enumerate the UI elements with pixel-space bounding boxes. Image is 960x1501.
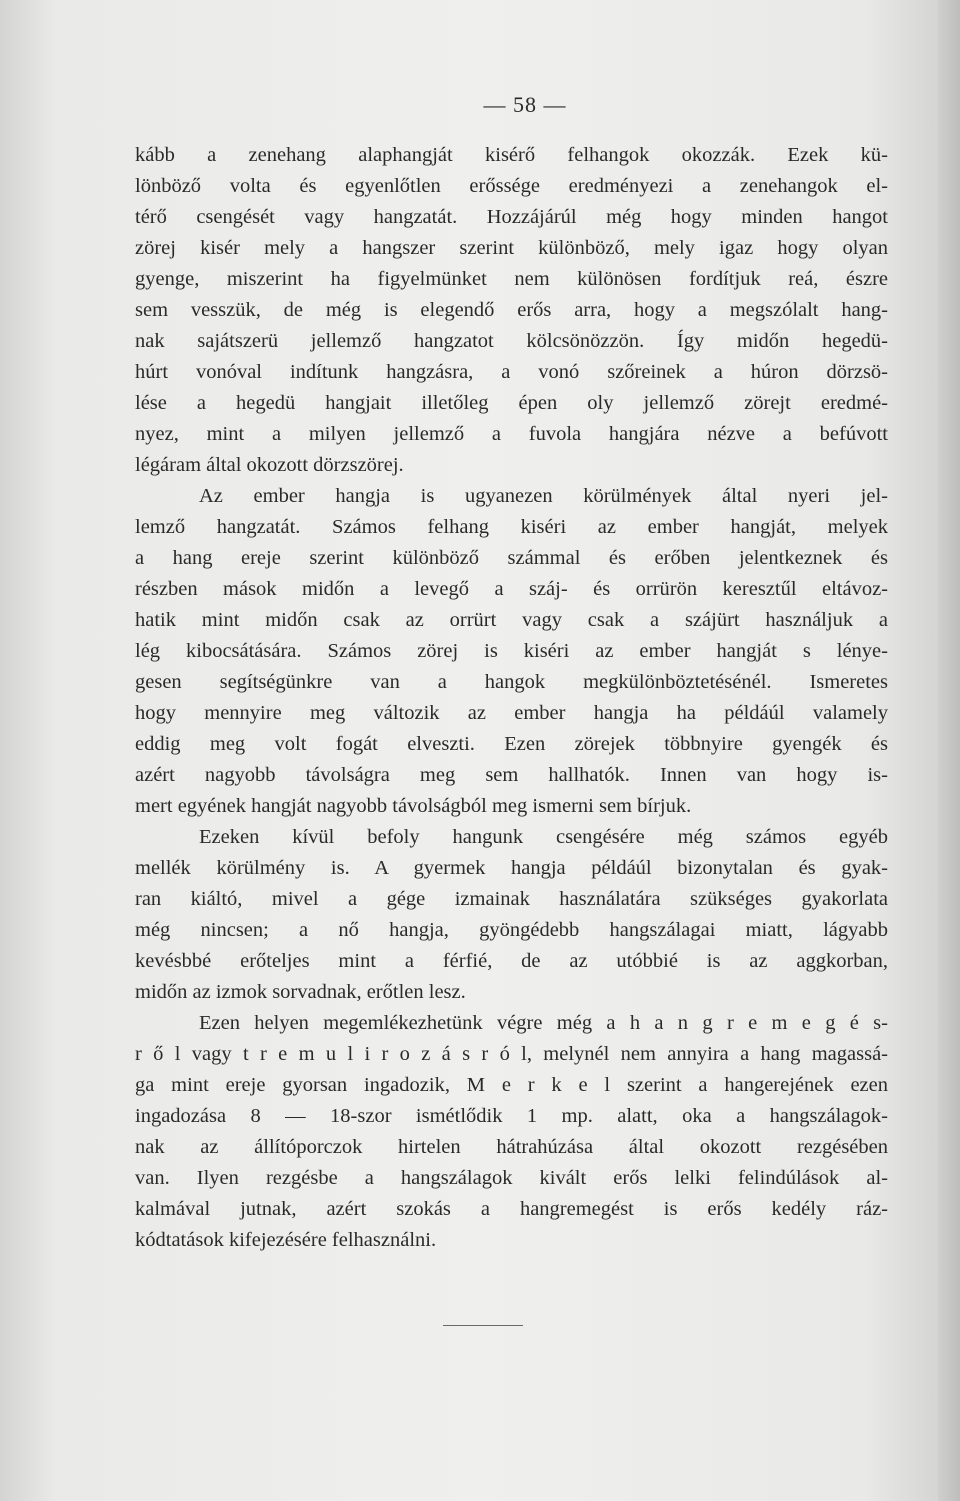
text-line: kább a zenehang alaphangját kisérő felhangok okozzák. Ezek kü- [135,144,888,166]
page-number: — 58 — [483,92,567,117]
text-line: légáram által okozott dörzszörej. [135,454,404,476]
text-line: térő csengését vagy hangzatát. Hozzájárúl még hogy minden hangot [135,206,888,228]
text-line: van. Ilyen rezgésbe a hangszálagok kivált erős lelki felindúlások al- [135,1167,888,1189]
text-line: kalmával jutnak, azért szokás a hangremegést is erős kedély ráz- [135,1198,888,1220]
text-line: kevésbbé erőteljes mint a férfié, de az utóbbié is az aggkorban, [135,950,888,972]
text-line: ran kiáltó, mivel a gége izmainak használatára szükséges gyakorlata [135,888,888,910]
text-line: eddig meg volt fogát elveszti. Ezen zörejek többnyire gyengék és [135,733,888,755]
text-line: ga mint ereje gyorsan ingadozik, M e r k e l szerint a hangerejének ezen [135,1074,888,1096]
text-line: részben mások midőn a levegő a száj- és orrürön keresztűl eltávoz- [135,578,888,600]
text-line: Ezen helyen megemlékezhetünk végre még a h a n g r e m e g é s- [199,1012,888,1034]
body-text [135,140,888,1256]
text-line: hatik mint midőn csak az orrürt vagy csak a szájürt használjuk a [135,609,888,631]
text-line: kódtatások kifejezésére felhasználni. [135,1229,437,1251]
text-line: Ezeken kívül befoly hangunk csengésére még számos egyéb [199,826,888,848]
text-line: hogy mennyire meg változik az ember hangja ha példáúl valamely [135,702,888,724]
text-line: zörej kisér mely a hangszer szerint különböző, mely igaz hogy olyan [135,237,888,259]
end-rule [443,1325,523,1326]
text-line: lönböző volta és egyenlőtlen erőssége eredményezi a zenehangok el- [135,175,888,197]
text-line: nak sajátszerü jellemző hangzatot kölcsönözzön. Így midőn hegedü- [135,330,888,352]
text-line: lése a hegedü hangjait illetőleg épen oly jellemző zörejt eredmé- [135,392,888,414]
text-line: gesen segítségünkre van a hangok megkülönböztetésénél. Ismeretes [135,671,888,693]
text-line: midőn az izmok sorvadnak, erőtlen lesz. [135,981,466,1003]
text-line: Az ember hangja is ugyanezen körülmények által nyeri jel- [199,485,888,507]
text-line: nyez, mint a milyen jellemző a fuvola hangjára nézve a befúvott [135,423,888,445]
text-line: mert egyének hangját nagyobb távolságból meg ismerni sem bírjuk. [135,795,692,817]
text-line: ingadozása 8 — 18-szor ismétlődik 1 mp. alatt, oka a hangszálagok- [135,1105,888,1127]
page-edge-shadow [938,0,960,1501]
text-line: azért nagyobb távolságra meg sem hallhatók. Innen van hogy is- [135,764,888,786]
text-line: nak az állítóporczok hirtelen hátrahúzása által okozott rezgésében [135,1136,888,1158]
text-line: r ő l vagy t r e m u l i r o z á s r ó l, melynél nem annyira a hang magassá- [135,1043,888,1065]
text-line: húrt vonóval indítunk hangzásra, a vonó szőreinek a húron dörzsö- [135,361,888,383]
text-line: a hang ereje szerint különböző számmal és erőben jelentkeznek és [135,547,888,569]
text-line: mellék körülmény is. A gyermek hangja példáúl bizonytalan és gyak- [135,857,888,879]
text-line: lég kibocsátására. Számos zörej is kiséri az ember hangját s lénye- [135,640,888,662]
text-line: lemző hangzatát. Számos felhang kiséri az ember hangját, melyek [135,516,888,538]
text-line: még nincsen; a nő hangja, gyöngédebb hangszálagai miatt, lágyabb [135,919,888,941]
text-line: sem vesszük, de még is elegendő erős arra, hogy a megszólalt hang- [135,299,888,321]
text-line: gyenge, miszerint ha figyelmünket nem különösen fordítjuk reá, észre [135,268,888,290]
